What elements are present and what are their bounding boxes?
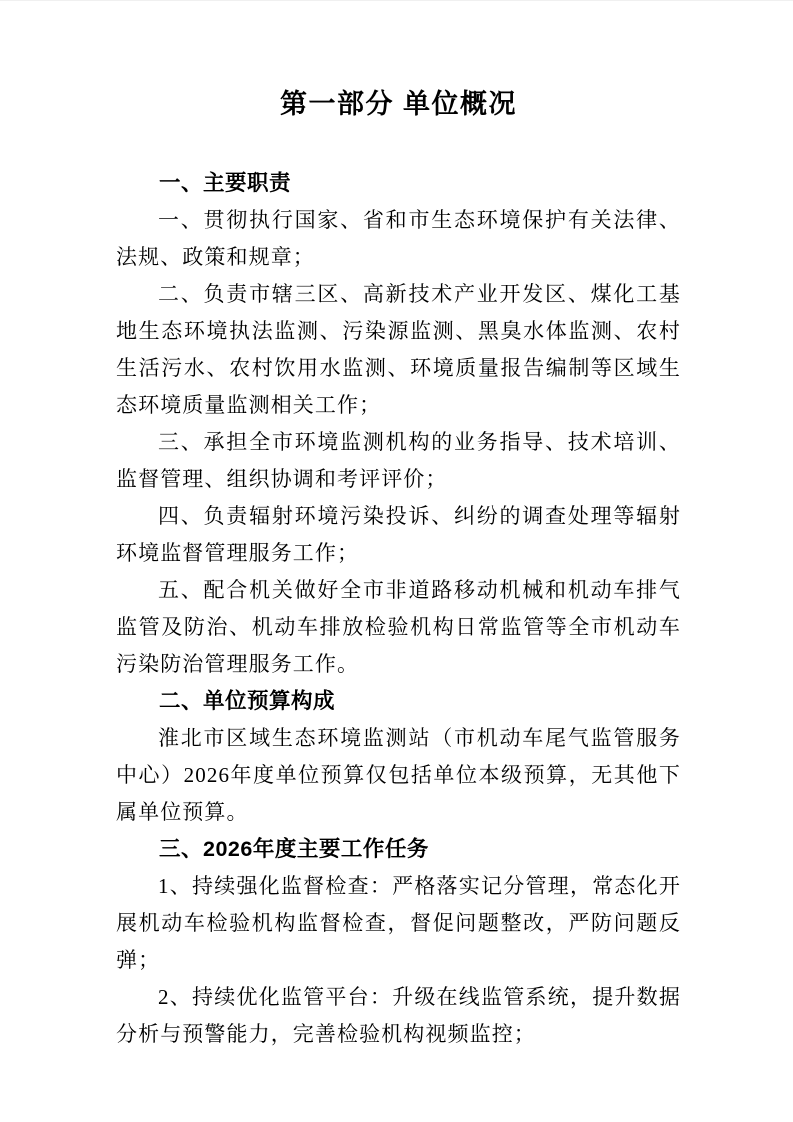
paragraph-budget-composition: 淮北市区域生态环境监测站（市机动车尾气监管服务中心）2026年度单位预算仅包括单位本级预算，无其他下属单位预算。 [116,726,681,824]
section-heading-main-duties: 一、主要职责 [159,171,292,195]
paragraph-task-1: 1、持续强化监督检查：严格落实记分管理，常态化开展机动车检验机构监督检查，督促问题整改，严防问题反弹； [116,874,681,972]
section-annual-tasks [116,831,681,1053]
section-budget-composition [116,683,681,831]
paragraph-duty-4: 四、负责辐射环境污染投诉、纠纷的调查处理等辐射环境监督管理服务工作； [116,504,681,565]
paragraph-duty-5: 五、配合机关做好全市非道路移动机械和机动车排气监管及防治、机动车排放检验机构日常监管等全市机动车污染防治管理服务工作。 [116,578,681,676]
paragraph-duty-1: 一、贯彻执行国家、省和市生态环境保护有关法律、法规、政策和规章； [116,208,681,269]
section-heading-budget-composition: 二、单位预算构成 [159,689,336,713]
paragraph-duty-3: 三、承担全市环境监测机构的业务指导、技术培训、监督管理、组织协调和考评评价； [116,430,681,491]
section-heading-annual-tasks: 三、2026年度主要工作任务 [159,837,429,861]
paragraph-task-2: 2、持续优化监管平台：升级在线监管系统，提升数据分析与预警能力，完善检验机构视频监控； [116,985,681,1046]
paragraph-duty-2: 二、负责市辖三区、高新技术产业开发区、煤化工基地生态环境执法监测、污染源监测、黑臭水体监测、农村生活污水、农村饮用水监测、环境质量报告编制等区域生态环境质量监测相关工作； [116,282,681,417]
section-main-duties [116,165,681,683]
document-title: 第一部分 单位概况 [279,89,517,119]
